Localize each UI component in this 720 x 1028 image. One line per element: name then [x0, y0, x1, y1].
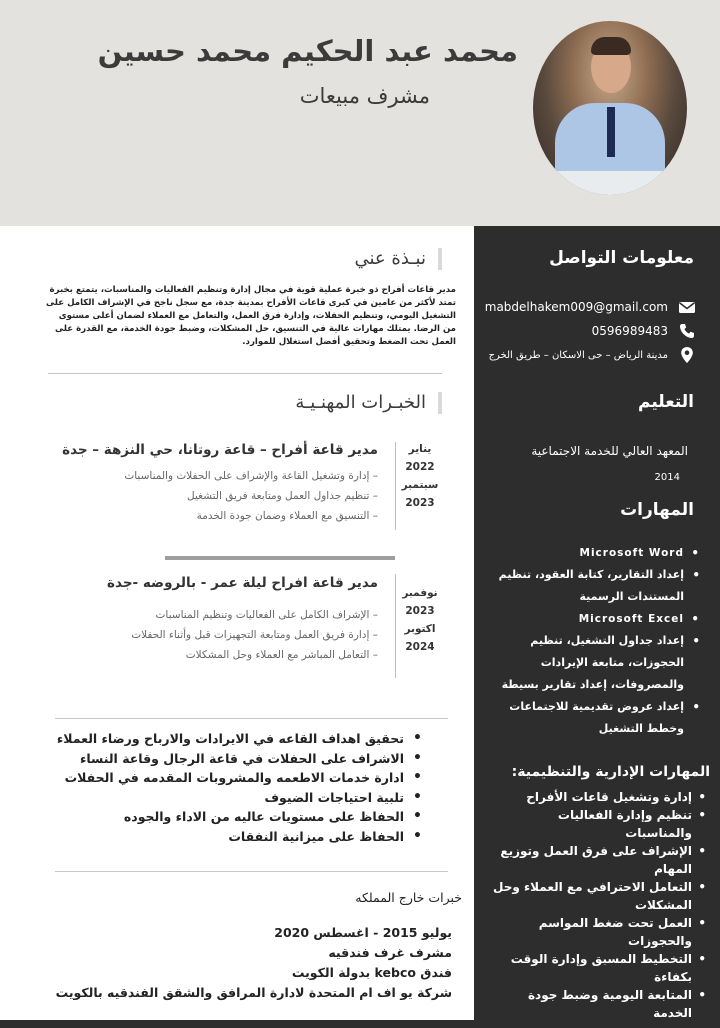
achievement-item: • تحقيق اهداف القاعه في الايرادات والارباح ورضاء العملاء [64, 729, 424, 749]
job-1-bullet: – تنظيم جداول العمل ومتابعة فريق التشغيل [187, 490, 378, 502]
education-year: 2014 [654, 472, 680, 483]
management-skill-item: • العمل تحت ضغط المواسم والحجوزات [489, 914, 704, 950]
sidebar [474, 226, 720, 1020]
job-2-title: مدير قاعة افراح ليلة عمر - بالروضه -جدة [107, 575, 378, 591]
job-1-timeline-line [395, 442, 396, 530]
bottom-bar [0, 1020, 720, 1028]
management-skill-item: • تنظيم وإدارة الفعاليات والمناسبات [489, 806, 704, 842]
contact-email[interactable]: mabdelhakem009@gmail.com [484, 300, 668, 314]
header-band [0, 0, 720, 226]
achievement-item: • ادارة خدمات الاطعمه والمشروبات المقدمه في الحفلات [64, 768, 424, 788]
contact-email-row [485, 298, 696, 316]
job-1-dates [395, 440, 445, 512]
location-pin-icon [678, 346, 696, 364]
achievement-item: • الحفاظ على مستويات عاليه من الاداء والجوده [64, 807, 424, 827]
divider [48, 373, 442, 374]
abroad-hotel: فندق kebco بدولة الكويت [291, 965, 452, 980]
job-2-start-month: نوفمبر [402, 587, 438, 599]
job-2-bullet: – الإشراف الكامل على الفعاليات وتنظيم المناسبات [155, 609, 378, 621]
skills-list [496, 542, 696, 740]
contact-phone-row [592, 322, 696, 340]
person-name: محمد عبد الحكيم محمد حسين [97, 34, 518, 68]
skill-item: • إعداد التقارير، كتابة العقود، تنظيم المستندات الرسمية [496, 564, 696, 608]
photo-hair-shape [591, 37, 631, 55]
divider [55, 718, 448, 719]
skill-item: • إعداد جداول التشغيل، تنظيم الحجوزات، متابعة الإيرادات والمصروفات، إعداد تقارير بسيطة [496, 630, 696, 696]
job-2-dates [395, 584, 445, 656]
abroad-period: يوليو 2015 - اغسطس 2020 [274, 925, 452, 940]
photo-desk-shape [533, 171, 687, 195]
experience-heading: الخبـرات المهنـيـة [295, 392, 442, 414]
job-2-end-month: اكتوبر [404, 623, 436, 635]
abroad-heading: خبرات خارج المملكه [355, 890, 462, 905]
job-2-bullet: – التعامل المباشر مع العملاء وحل المشكلات [185, 649, 378, 661]
education-institute: المعهد العالي للخدمة الاجتماعية [531, 444, 688, 458]
skills-heading: المهارات [620, 500, 694, 520]
person-job-title: مشرف مبيعات [299, 84, 430, 108]
skill-item: • Microsoft Word [496, 542, 696, 564]
email-icon [678, 298, 696, 316]
job-1-start-month: يناير [408, 443, 432, 455]
job-1-bullet: – إدارة وتشغيل القاعة والإشراف على الحفلات والمناسبات [124, 470, 378, 482]
job-2-timeline-line [395, 574, 396, 678]
contact-address-row [489, 346, 696, 364]
management-skill-item: • المتابعة اليومية وضبط جودة الخدمة [489, 986, 704, 1022]
skill-item: • Microsoft Excel [496, 608, 696, 630]
profile-photo [533, 21, 687, 195]
skill-item: • إعداد عروض تقديمية للاجتماعات وخطط التشغيل [496, 696, 696, 740]
divider [55, 871, 448, 872]
job-1-end-month: سبتمبر [401, 479, 439, 491]
management-skill-item: • إدارة وتشغيل قاعات الأفراح [489, 788, 704, 806]
abroad-company: شركة يو اف ام المتحدة لادارة المرافق والشقق الفندقيه بالكويت [55, 985, 452, 1000]
management-skill-item: • التخطيط المسبق وإدارة الوقت بكفاءة [489, 950, 704, 986]
job-2-bullet: – إدارة فريق العمل ومتابعة التجهيزات قبل وأثناء الحفلات [131, 629, 378, 641]
job-2-end-year: 2024 [405, 641, 435, 653]
achievements-list [56, 729, 424, 846]
job-1-start-year: 2022 [405, 461, 435, 473]
achievement-item: • تلبية احتياجات الضيوف [64, 788, 424, 808]
achievement-item: • الاشراف على الحفلات في قاعة الرجال وقاعة النساء [64, 749, 424, 769]
abroad-role: مشرف غرف فندقيه [328, 945, 452, 960]
management-skill-item: • الإشراف على فرق العمل وتوزيع المهام [489, 842, 704, 878]
education-heading: التعليم [638, 392, 694, 412]
about-text: مدير قاعات أفراح ذو خبرة عملية قوية في مجال إدارة وتنظيم الفعاليات والمناسبات، يتمتع بخبرة تمتد لأكثر من عامين في كبرى قاعات الأفراح بمدينة جدة، مع سجل ناجح في الإشراف الكامل على التشغيل اليومي، وتنظيم الحفلات، وإدارة فرق العمل، والتعامل مع العملاء لضمان أعلى مستوى من الرضا. يمتلك مهارات عالية في التنسيق، حل المشكلات، وضبط جودة الخدمة، مع القدرة على العمل تحت الضغط وتحقيق أفضل استغلال للموارد. [46, 285, 456, 347]
job-2-start-year: 2023 [405, 605, 435, 617]
experience-separator [165, 556, 395, 560]
management-skills-heading: المهارات الإدارية والتنظيمية: [511, 764, 710, 780]
about-heading: نبـذة عني [355, 248, 443, 270]
contact-address: مدينة الرياض – حى الاسكان – طريق الخرج [488, 349, 668, 361]
job-1-end-year: 2023 [405, 497, 435, 509]
contact-heading: معلومات التواصل [549, 248, 694, 268]
achievement-item: • الحفاظ على ميزانية النفقات [64, 827, 424, 847]
phone-icon [678, 322, 696, 340]
photo-tie-shape [607, 107, 615, 157]
job-1-title: مدير قاعة أفراح – قاعة روتانا، حي النزهة – جدة [62, 442, 378, 458]
management-skills-list [489, 788, 704, 1022]
job-1-bullet: – التنسيق مع العملاء وضمان جودة الخدمة [196, 510, 378, 522]
job-2-bullets [131, 605, 378, 665]
contact-phone[interactable]: 0596989483 [591, 324, 668, 338]
management-skill-item: • التعامل الاحترافي مع العملاء وحل المشكلات [489, 878, 704, 914]
job-1-bullets [124, 466, 378, 526]
